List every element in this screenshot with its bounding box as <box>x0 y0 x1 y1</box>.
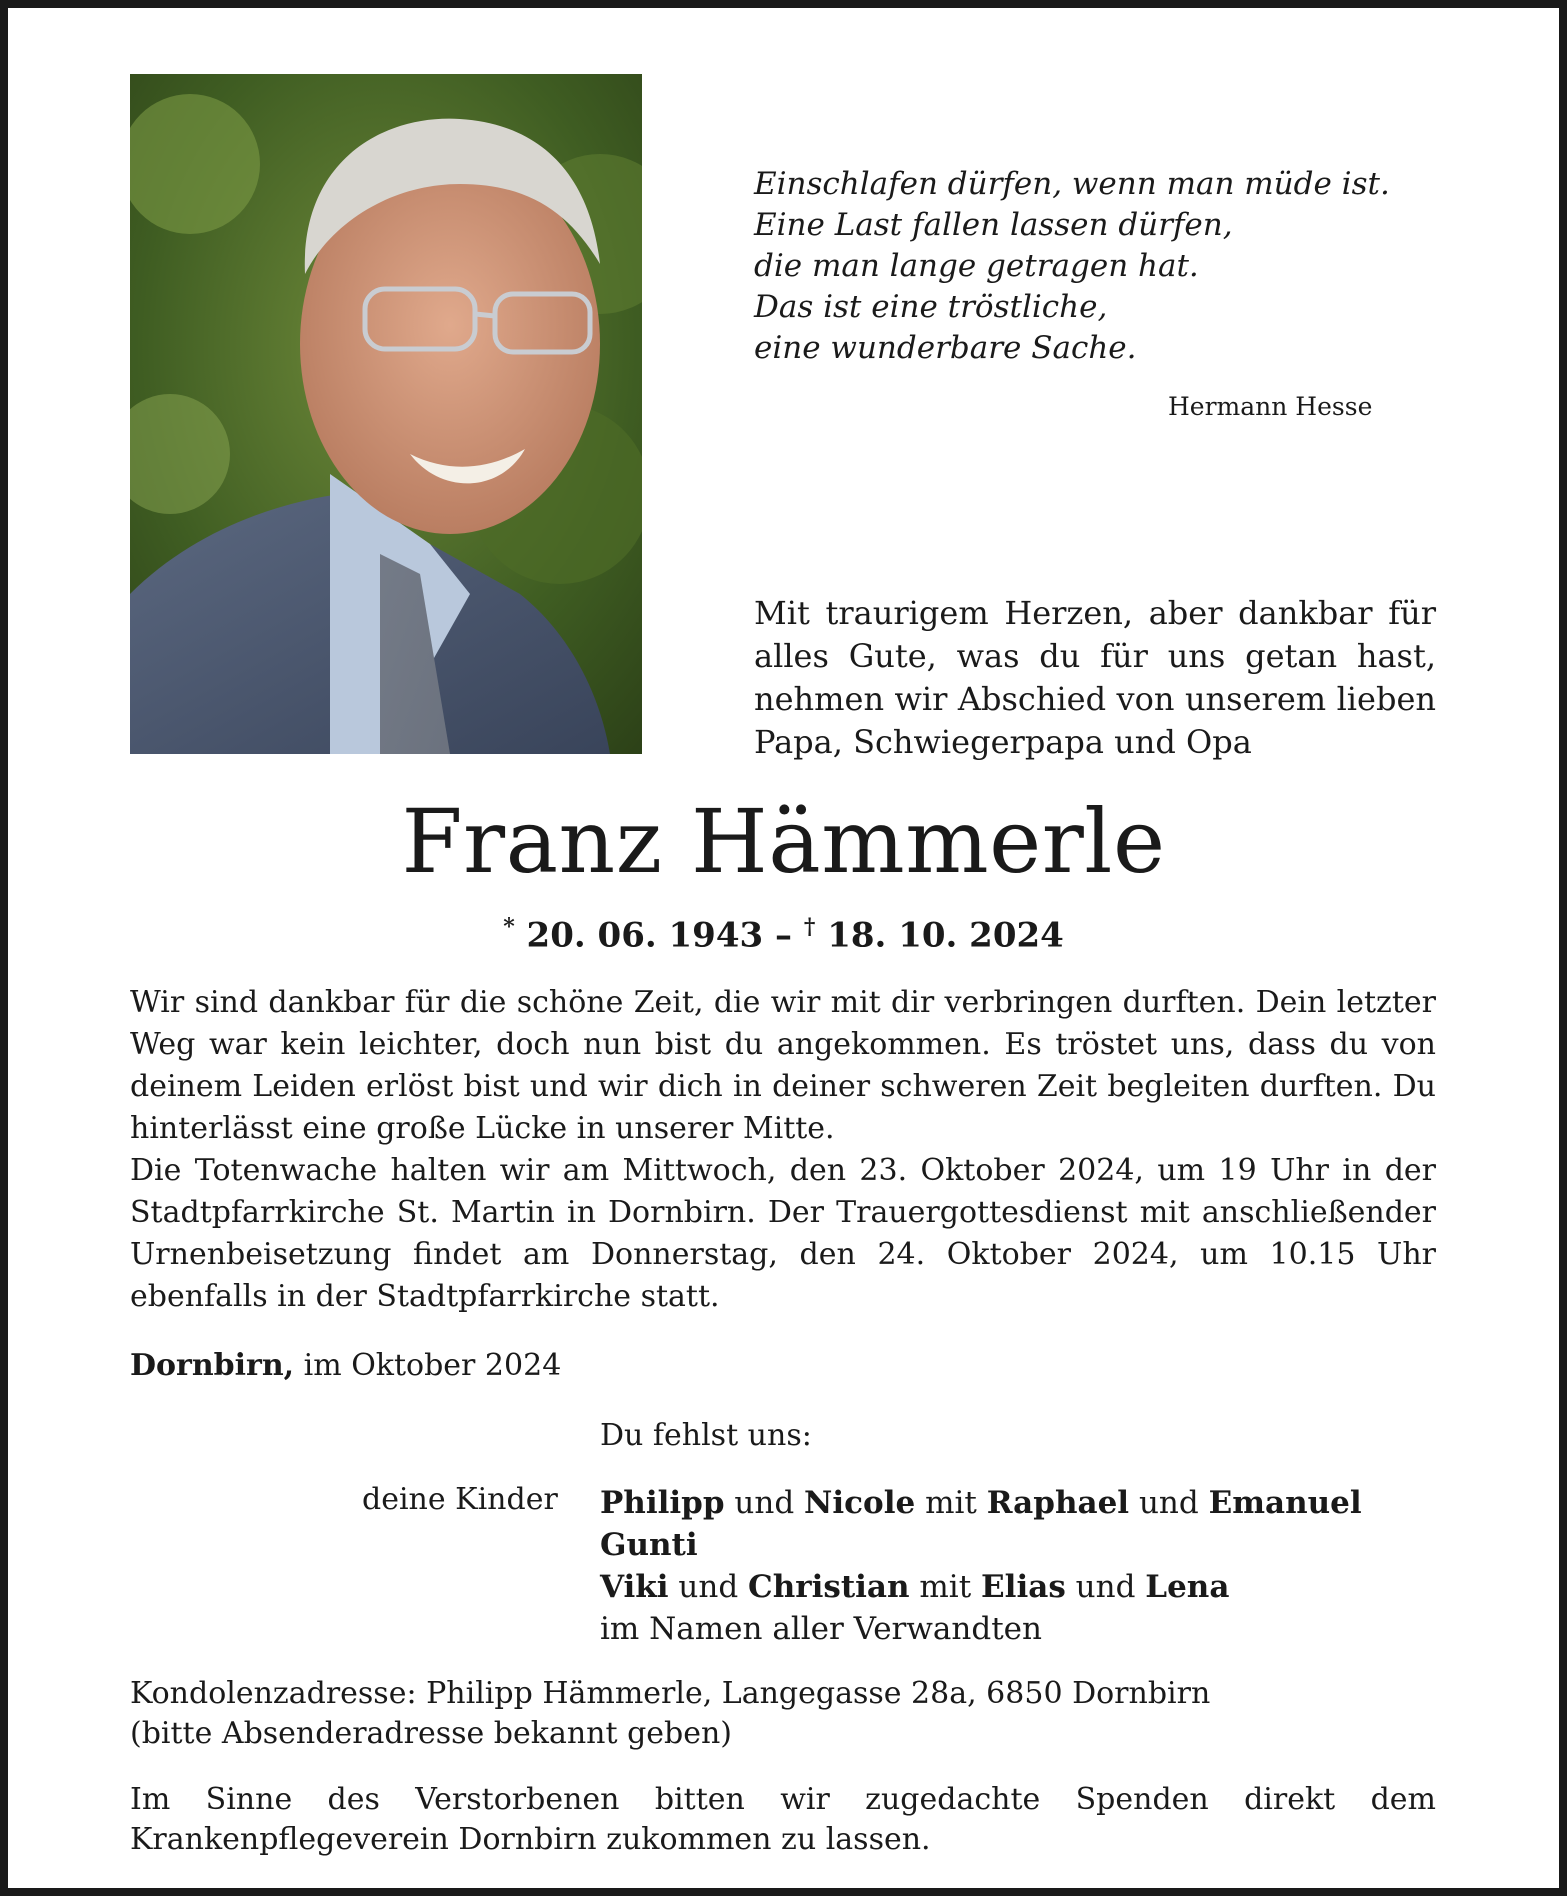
obituary-body <box>130 982 1436 1318</box>
life-dates <box>8 914 1559 955</box>
place-month: im Oktober 2024 <box>303 1348 562 1383</box>
condolence-line: (bitte Absenderadresse bekannt geben) <box>130 1716 733 1751</box>
family-line: im Namen aller Verwandten <box>600 1611 1042 1647</box>
family-connector: mit <box>919 1569 972 1605</box>
death-date: 18. 10. 2024 <box>827 915 1064 956</box>
body-paragraph: Die Totenwache halten wir am Mittwoch, den 23. Oktober 2024, um 19 Uhr in der Stadtpfarrkirche St. Martin in Dornbirn. Der Trauergottesdienst mit anschließender Urnenbeisetzung findet am Donnerstag, den 24. Oktober 2024, um 10.15 Uhr ebenfalls in der Stadtpfarrkirche statt. <box>130 1153 1436 1314</box>
family-name: Raphael <box>986 1485 1130 1521</box>
condolence-address <box>130 1674 1436 1754</box>
portrait-icon <box>130 74 642 754</box>
family-name: Elias <box>981 1569 1066 1605</box>
quote-line: die man lange getragen hat. <box>754 248 1199 284</box>
quote-line: Eine Last fallen lassen dürfen, <box>754 207 1233 243</box>
birth-date: 20. 06. 1943 <box>526 915 764 956</box>
quote-author: Hermann Hesse <box>1168 392 1373 421</box>
date-separator: – <box>775 915 792 956</box>
deceased-name: Franz Hämmerle <box>401 790 1166 893</box>
place-city: Dornbirn, <box>130 1348 295 1383</box>
place-date <box>130 1348 561 1383</box>
body-paragraph: Wir sind dankbar für die schöne Zeit, die wir mit dir verbringen durften. Dein letzter Weg war kein leichter, doch nun bist du angekommen. Es tröstet uns, dass du von deinem Leiden erlöst bist und wir dich in deiner schweren Zeit begleiten durften. Du hinterlässt eine große Lücke in unserer Mitte. <box>130 985 1436 1146</box>
condolence-line: Kondolenzadresse: Philipp Hämmerle, Langegasse 28a, 6850 Dornbirn <box>130 1676 1211 1711</box>
quote-line: Einschlafen dürfen, wenn man müde ist. <box>754 166 1390 202</box>
family-name: Philipp <box>600 1485 725 1521</box>
quote-line: Das ist eine tröstliche, <box>754 289 1108 325</box>
family-line <box>600 1524 1440 1566</box>
missing-heading: Du fehlst uns: <box>600 1418 812 1453</box>
quote-line: eine wunderbare Sache. <box>754 330 1137 366</box>
family-line <box>600 1566 1440 1608</box>
donation-note: Im Sinne des Verstorbenen bitten wir zugedachte Spenden direkt dem Krankenpflegeverein Dornbirn zukommen zu lassen. <box>130 1782 1436 1857</box>
hesse-quote <box>754 164 1434 369</box>
family-name: Christian <box>748 1569 910 1605</box>
family-line <box>600 1482 1440 1524</box>
family-connector: und <box>678 1569 739 1605</box>
death-symbol: † <box>803 914 816 940</box>
family-name: Lena <box>1145 1569 1230 1605</box>
children-label: deine Kinder <box>362 1482 558 1517</box>
family-connector: mit <box>925 1485 977 1521</box>
family-list <box>600 1482 1440 1650</box>
family-name: Nicole <box>804 1485 916 1521</box>
family-name: Emanuel <box>1208 1485 1362 1521</box>
family-connector: und <box>734 1485 795 1521</box>
family-name: Viki <box>600 1569 669 1605</box>
family-name: Gunti <box>600 1527 698 1563</box>
family-connector: und <box>1075 1569 1136 1605</box>
portrait-photo <box>130 74 642 754</box>
intro-text: Mit traurigem Herzen, aber dankbar für alles Gute, was du für uns getan hast, nehmen wir Abschied von unserem lieben Papa, Schwiegerpapa und Opa <box>754 594 1436 761</box>
family-connector: und <box>1138 1485 1199 1521</box>
birth-symbol: * <box>503 914 515 940</box>
